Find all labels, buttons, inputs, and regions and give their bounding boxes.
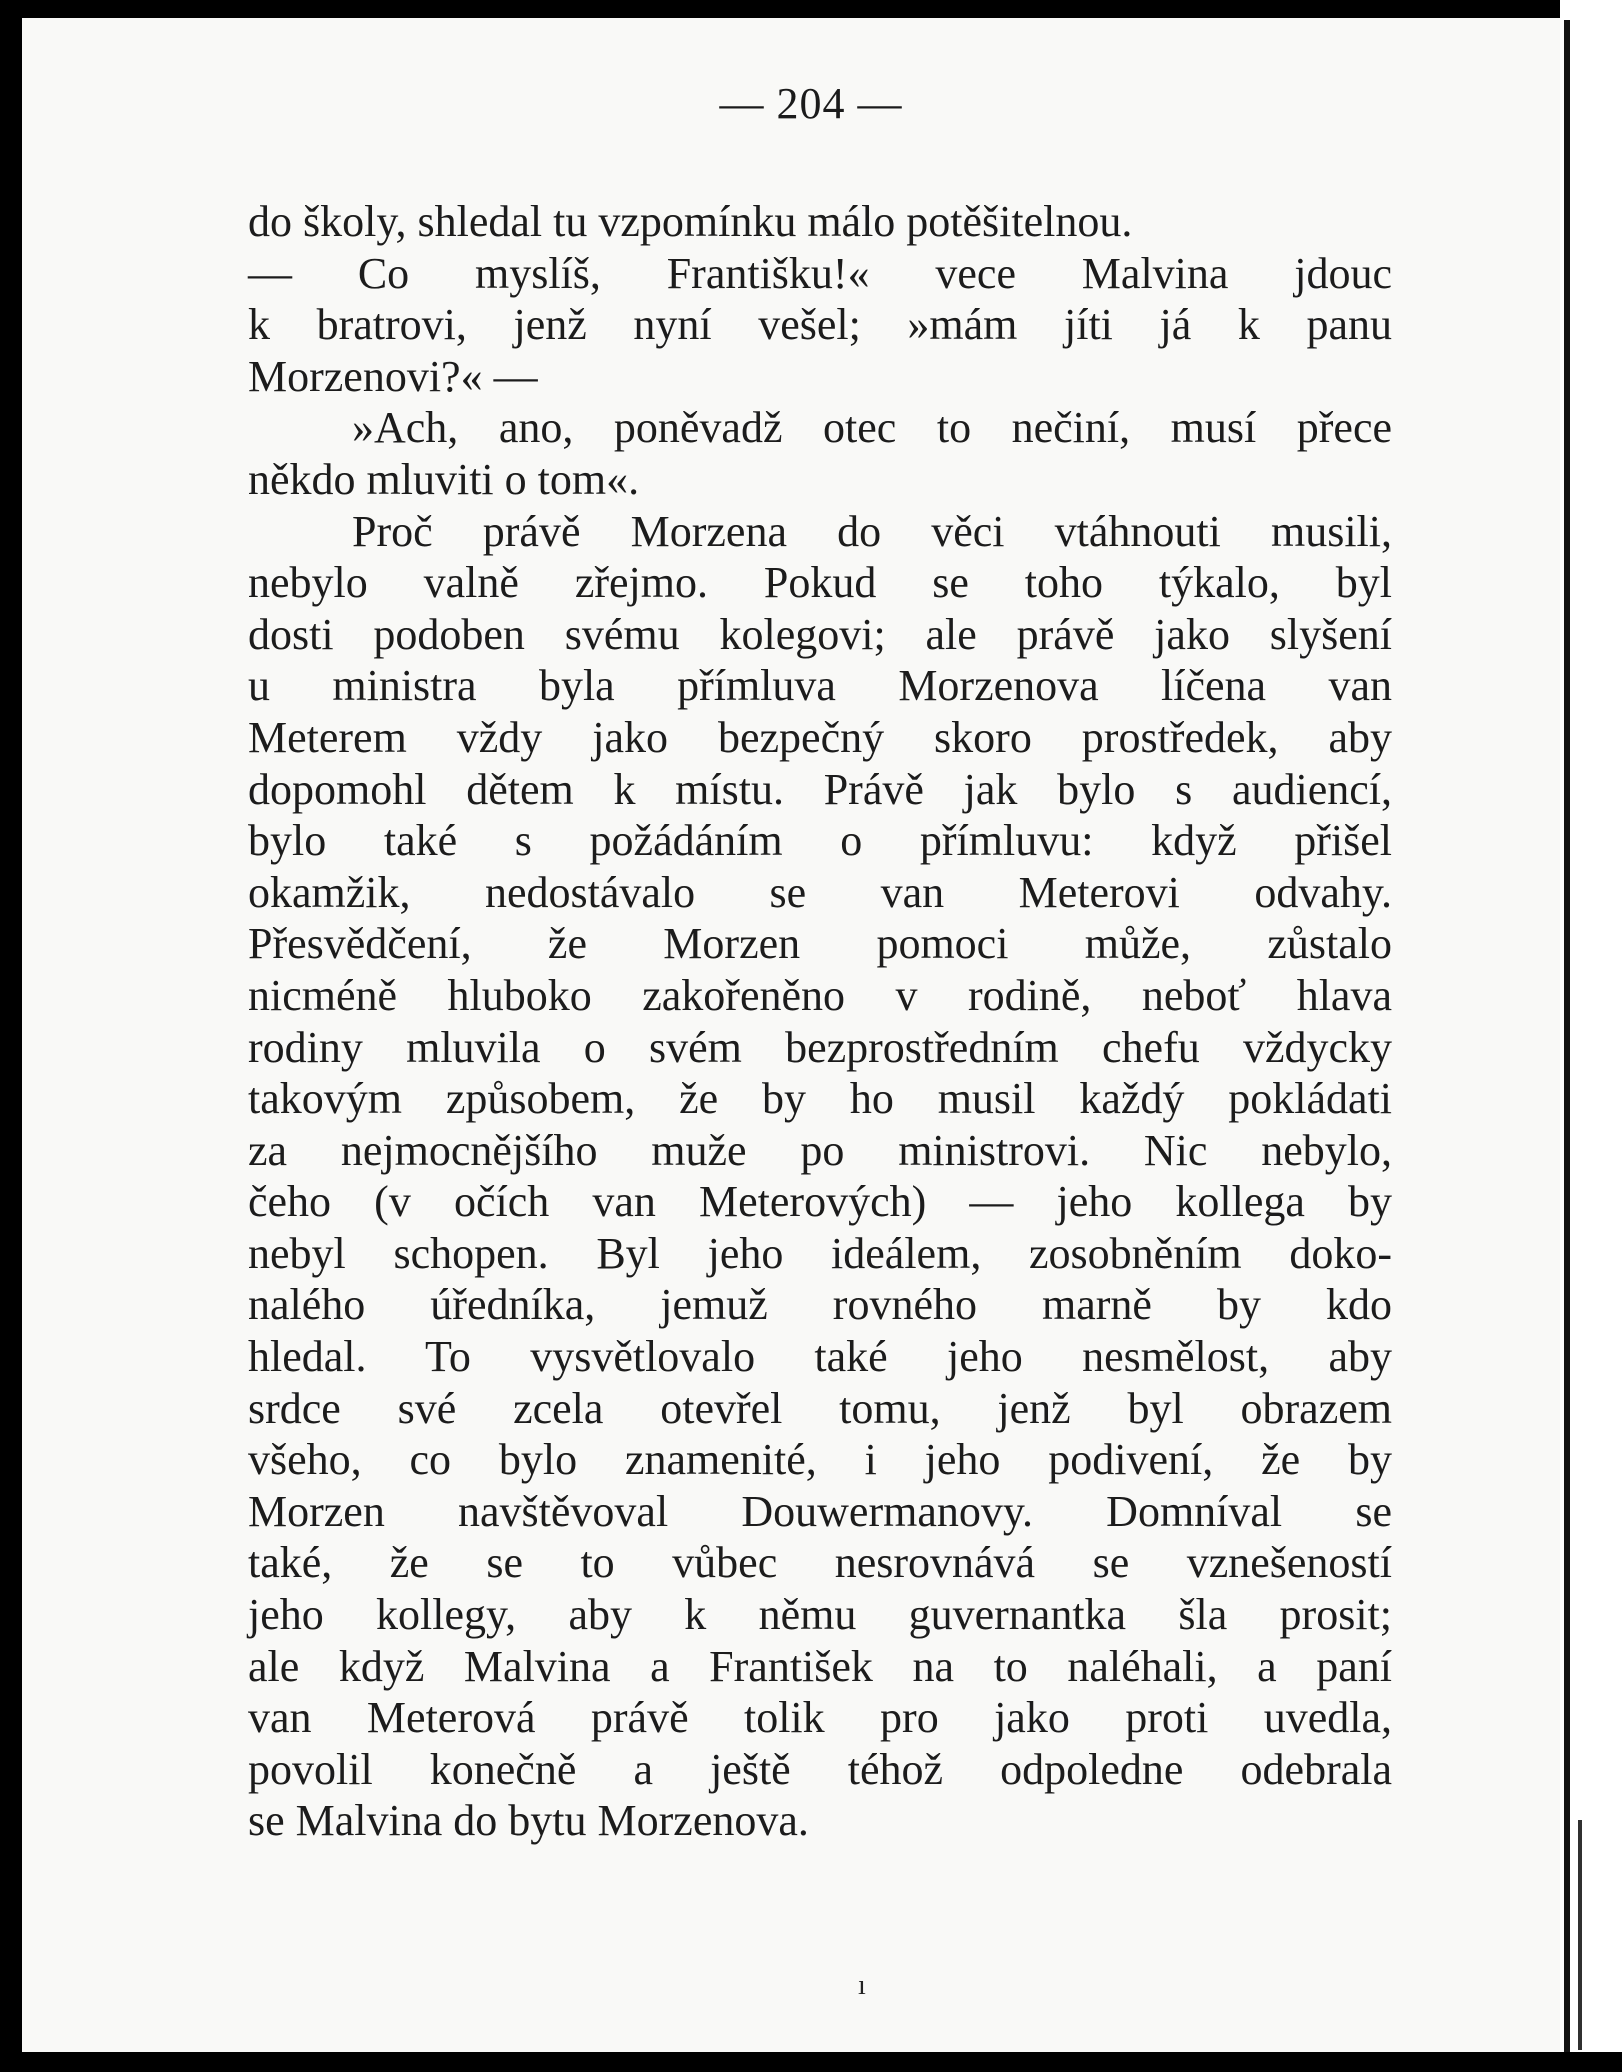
page-number: — 204 — (719, 79, 903, 128)
text-line: Morzen navštěvoval Douwermanovy. Domníval se (248, 1486, 1392, 1536)
text-line: také, že se to vůbec nesrovnává se vznešeností (248, 1538, 1392, 1588)
scan-bottom-border (0, 2052, 1622, 2072)
text-line: van Meterová právě tolik pro jako proti uvedla, (248, 1693, 1392, 1743)
binding-edge-shadow (1578, 1820, 1582, 2050)
text-line: čeho (v očích van Meterových) — jeho kollega by (248, 1177, 1392, 1227)
text-line: povolil konečně a ještě téhož odpoledne odebrala (248, 1744, 1392, 1794)
text-line: nebylo valně zřejmo. Pokud se toho týkalo, byl (248, 558, 1392, 608)
text-line: Morzenovi?« — (248, 351, 538, 401)
text-line: k bratrovi, jenž nyní vešel; »mám jíti já k panu (248, 300, 1392, 350)
text-line: — Co myslíš, Františku!« vece Malvina jdouc (248, 248, 1392, 298)
text-line: takovým způsobem, že by ho musil každý pokládati (248, 1074, 1392, 1124)
binding-edge-line (1564, 20, 1570, 2052)
text-line: všeho, co bylo znamenité, i jeho podivení, že by (248, 1435, 1392, 1485)
text-line: dosti podoben svému kolegovi; ale právě jako slyšení (248, 609, 1392, 659)
text-line: Přesvědčení, že Morzen pomoci může, zůstalo (248, 919, 1392, 969)
text-line: Proč právě Morzena do věci vtáhnouti musili, (352, 506, 1392, 556)
text-line: »Ach, ano, poněvadž otec to nečiní, musí přece (352, 403, 1392, 453)
text-line: rodiny mluvila o svém bezprostředním chefu vždycky (248, 1022, 1392, 1072)
text-line: u ministra byla přímluva Morzenova líčena van (248, 661, 1392, 711)
body-text (248, 196, 1392, 1847)
text-line: do školy, shledal tu vzpomínku málo potěšitelnou. (248, 197, 1133, 246)
text-line: nicméně hluboko zakořeněno v rodině, neboť hlava (248, 970, 1392, 1020)
text-line: nalého úředníka, jemuž rovného marně by kdo (248, 1280, 1392, 1330)
text-line: bylo také s požádáním o přímluvu: když přišel (248, 816, 1392, 866)
stray-ink-mark: ı (858, 1970, 866, 2001)
text-line: hledal. To vysvětlovalo také jeho nesmělost, aby (248, 1332, 1392, 1382)
text-line: okamžik, nedostávalo se van Meterovi odvahy. (248, 867, 1392, 917)
text-line: jeho kollegy, aby k němu guvernantka šla prosit; (248, 1590, 1392, 1640)
text-line: za nejmocnějšího muže po ministrovi. Nic nebylo, (248, 1125, 1392, 1175)
text-line: se Malvina do bytu Morzenova. (248, 1796, 809, 1846)
text-line: srdce své zcela otevřel tomu, jenž byl obrazem (248, 1383, 1392, 1433)
text-line: Meterem vždy jako bezpečný skoro prostředek, aby (248, 712, 1392, 762)
text-line: ale když Malvina a František na to naléhali, a paní (248, 1641, 1392, 1691)
text-line: dopomohl dětem k místu. Právě jak bylo s audiencí, (248, 764, 1392, 814)
text-line: nebyl schopen. Byl jeho ideálem, zosobněním doko- (248, 1228, 1392, 1278)
scan-top-border (0, 0, 1622, 18)
text-line: někdo mluviti o tom«. (248, 454, 640, 504)
